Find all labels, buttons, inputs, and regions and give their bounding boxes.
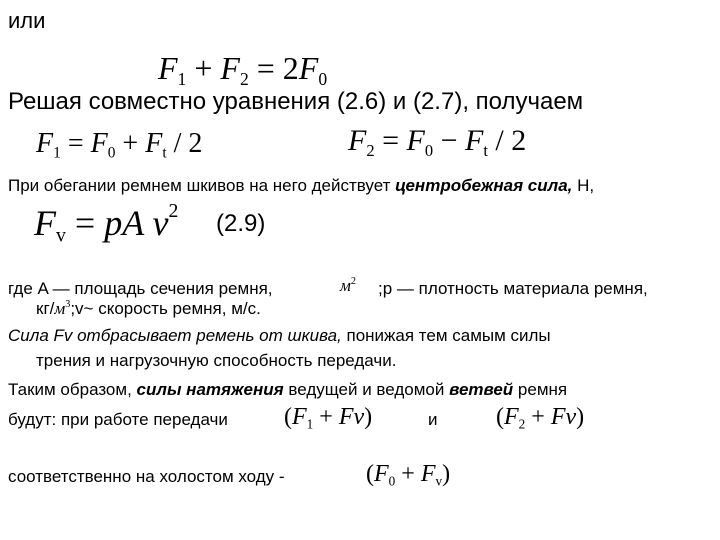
formula-tension-1: $(F_1 + Fv)$ (284, 404, 373, 432)
formula-centrifugal-force: $F_v$ = pA $v^2$ (34, 200, 179, 247)
tension-sentence: Таким образом, силы натяжения ведущей и ведомой ветвей ремня (8, 380, 568, 399)
centrifugal-sentence: При обегании ремнем шкивов на него действует центробежная сила, Н, (8, 176, 595, 195)
formula-tension-2: $(F_2 + Fv)$ (496, 404, 585, 432)
density-definition: ;p — плотность материала ремня, (378, 279, 648, 298)
equation-number: (2.9) (216, 210, 266, 237)
work-mode-text: будут: при работе передачи (8, 410, 228, 429)
where-definition-line: где A — площадь сечения ремня, (8, 279, 273, 298)
units-line: $кг/м^3;v\sim$ скорость ремня, м/с. (36, 299, 261, 319)
solving-sentence: Решая совместно уравнения (2.6) и (2.7), получаем (8, 88, 584, 115)
formula-sum-forces: $F_1 + F_2 = 2F_0$ (158, 50, 328, 90)
force-effect-line: Сила Fv отбрасывает ремень от шкива, понижая тем самым силы (8, 326, 551, 345)
formula-f2: $F_2 = F_0 - F_t / 2$ (348, 124, 527, 160)
formula-idle-tension: $(F_0 + F_v)$ (366, 461, 451, 489)
formula-f1: $F_1 = F_0 + F_t / 2$ (36, 128, 203, 162)
intro-word: или (8, 8, 46, 33)
conjunction-and: и (428, 410, 438, 429)
unit-square-meter: $м^2$ (340, 276, 356, 296)
unit-cubic-meter: $м^3$ (54, 299, 71, 319)
force-effect-line-cont: трения и нагрузочную способность передачи. (36, 351, 397, 370)
idle-mode-text: соответственно на холостом ходу - (8, 467, 285, 486)
